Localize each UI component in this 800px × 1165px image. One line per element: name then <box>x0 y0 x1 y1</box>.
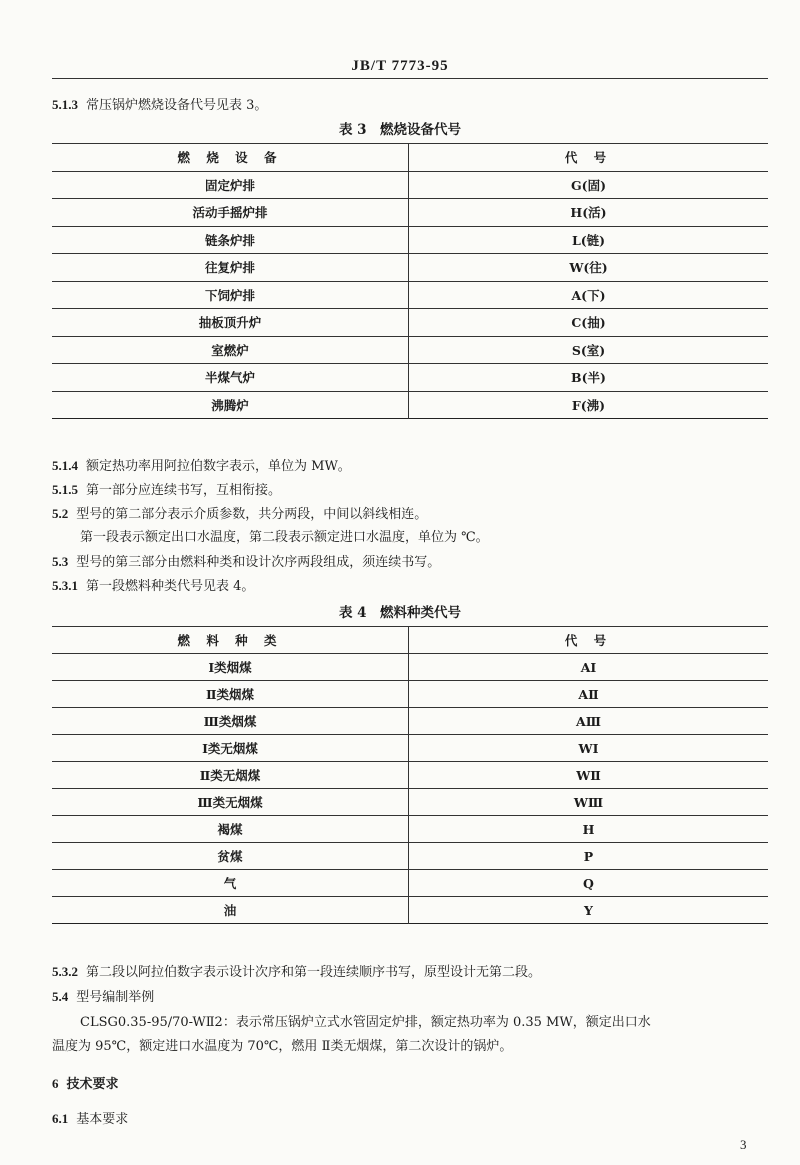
table-4 <box>52 626 768 924</box>
clause-text: 型号的第三部分由燃料种类和设计次序两段组成，须连续书写。 <box>76 555 441 570</box>
clause-number: 6.1 <box>52 1111 69 1126</box>
equipment-name: 半煤气炉 <box>52 364 409 392</box>
equipment-code: W(往) <box>409 254 769 282</box>
table-row <box>52 336 768 364</box>
equipment-name: 室燃炉 <box>52 336 409 364</box>
section-6-heading <box>52 1075 772 1094</box>
table-row <box>52 816 768 843</box>
table-row <box>52 897 768 924</box>
equipment-name: 往复炉排 <box>52 254 409 282</box>
clause-number: 5.3 <box>52 554 69 569</box>
column-header-equipment: 燃 烧 设 备 <box>52 144 409 172</box>
table-header-row <box>52 627 768 654</box>
fuel-name: Ⅲ类烟煤 <box>52 708 409 735</box>
clause-5-1-4 <box>52 457 772 476</box>
equipment-name: 下饲炉排 <box>52 281 409 309</box>
table-row <box>52 681 768 708</box>
column-header-code: 代 号 <box>409 144 769 172</box>
fuel-code: AⅠ <box>409 654 769 681</box>
clause-number: 5.2 <box>52 506 69 521</box>
table-row <box>52 364 768 392</box>
clause-5-2 <box>52 505 772 524</box>
header-rule <box>52 78 768 79</box>
table-row <box>52 654 768 681</box>
clause-5-2-continuation <box>80 529 800 547</box>
equipment-name: 固定炉排 <box>52 171 409 199</box>
document-number-header: JB/T 7773-95 <box>351 58 449 74</box>
fuel-code: WⅠ <box>409 735 769 762</box>
fuel-code: AⅡ <box>409 681 769 708</box>
table-row <box>52 226 768 254</box>
fuel-name: Ⅰ类无烟煤 <box>52 735 409 762</box>
fuel-code: P <box>409 843 769 870</box>
section-number: 6 <box>52 1076 59 1091</box>
fuel-name: 褐煤 <box>52 816 409 843</box>
clause-5-1-5 <box>52 481 772 500</box>
clause-text: 第二段以阿拉伯数字表示设计次序和第一段连续顺序书写，原型设计无第二段。 <box>86 965 542 980</box>
fuel-name: Ⅱ类无烟煤 <box>52 762 409 789</box>
clause-6-1 <box>52 1110 772 1129</box>
fuel-name: 贫煤 <box>52 843 409 870</box>
model-example <box>52 1011 770 1059</box>
clause-5-3-1 <box>52 577 772 596</box>
fuel-code: Y <box>409 897 769 924</box>
equipment-code: S(室) <box>409 336 769 364</box>
table-row <box>52 708 768 735</box>
table-row <box>52 735 768 762</box>
clause-number: 5.4 <box>52 989 69 1004</box>
table-row <box>52 762 768 789</box>
clause-5-4 <box>52 988 772 1007</box>
table-row <box>52 391 768 419</box>
column-header-fuel: 燃 料 种 类 <box>52 627 409 654</box>
clause-number: 5.1.4 <box>52 458 78 473</box>
table-row <box>52 281 768 309</box>
example-line-1: CLSG0.35-95/70-WⅡ2：表示常压锅炉立式水管固定炉排，额定热功率为 0.35 MW，额定出口水 <box>80 1015 651 1030</box>
column-header-code: 代 号 <box>409 627 769 654</box>
clause-text: 第一段表示额定出口水温度，第二段表示额定进口水温度，单位为 ℃。 <box>80 530 489 545</box>
equipment-code: B(半) <box>409 364 769 392</box>
clause-text: 型号的第二部分表示介质参数，共分两段，中间以斜线相连。 <box>76 507 428 522</box>
table-4-caption: 表 4 燃料种类代号 <box>338 605 462 621</box>
table-row <box>52 309 768 337</box>
equipment-code: C(抽) <box>409 309 769 337</box>
equipment-name: 活动手摇炉排 <box>52 199 409 227</box>
fuel-name: 油 <box>52 897 409 924</box>
clause-text: 型号编制举例 <box>76 990 155 1005</box>
clause-5-3 <box>52 553 772 572</box>
fuel-name: Ⅰ类烟煤 <box>52 654 409 681</box>
table-row <box>52 171 768 199</box>
equipment-name: 抽板顶升炉 <box>52 309 409 337</box>
table-row <box>52 870 768 897</box>
fuel-code: AⅢ <box>409 708 769 735</box>
equipment-code: H(活) <box>409 199 769 227</box>
table-row <box>52 789 768 816</box>
table-row <box>52 843 768 870</box>
clause-5-3-2 <box>52 963 772 982</box>
table-3-caption: 表 3 燃烧设备代号 <box>338 122 462 138</box>
table-header-row <box>52 144 768 172</box>
clause-number: 5.3.1 <box>52 578 78 593</box>
fuel-code: Q <box>409 870 769 897</box>
fuel-name: Ⅱ类烟煤 <box>52 681 409 708</box>
fuel-code: H <box>409 816 769 843</box>
clause-text: 额定热功率用阿拉伯数字表示，单位为 MW。 <box>86 459 351 474</box>
table-3 <box>52 143 768 419</box>
clause-number: 5.3.2 <box>52 964 78 979</box>
clause-number: 5.1.3 <box>52 97 78 112</box>
fuel-code: WⅡ <box>409 762 769 789</box>
clause-5-1-3 <box>52 96 772 115</box>
clause-text: 基本要求 <box>76 1112 129 1127</box>
page-number: 3 <box>740 1137 747 1152</box>
table-row <box>52 199 768 227</box>
clause-number: 5.1.5 <box>52 482 78 497</box>
fuel-name: 气 <box>52 870 409 897</box>
equipment-code: G(固) <box>409 171 769 199</box>
example-line-2: 温度为 95℃，额定进口水温度为 70℃，燃用 Ⅱ类无烟煤，第二次设计的锅炉。 <box>52 1039 513 1054</box>
section-title: 技术要求 <box>66 1077 119 1092</box>
equipment-code: F(沸) <box>409 391 769 419</box>
equipment-name: 链条炉排 <box>52 226 409 254</box>
equipment-code: A(下) <box>409 281 769 309</box>
clause-text: 常压锅炉燃烧设备代号见表 3。 <box>86 98 268 113</box>
clause-text: 第一段燃料种类代号见表 4。 <box>86 579 255 594</box>
equipment-code: L(链) <box>409 226 769 254</box>
clause-text: 第一部分应连续书写，互相衔接。 <box>86 483 282 498</box>
fuel-code: WⅢ <box>409 789 769 816</box>
table-row <box>52 254 768 282</box>
equipment-name: 沸腾炉 <box>52 391 409 419</box>
fuel-name: Ⅲ类无烟煤 <box>52 789 409 816</box>
